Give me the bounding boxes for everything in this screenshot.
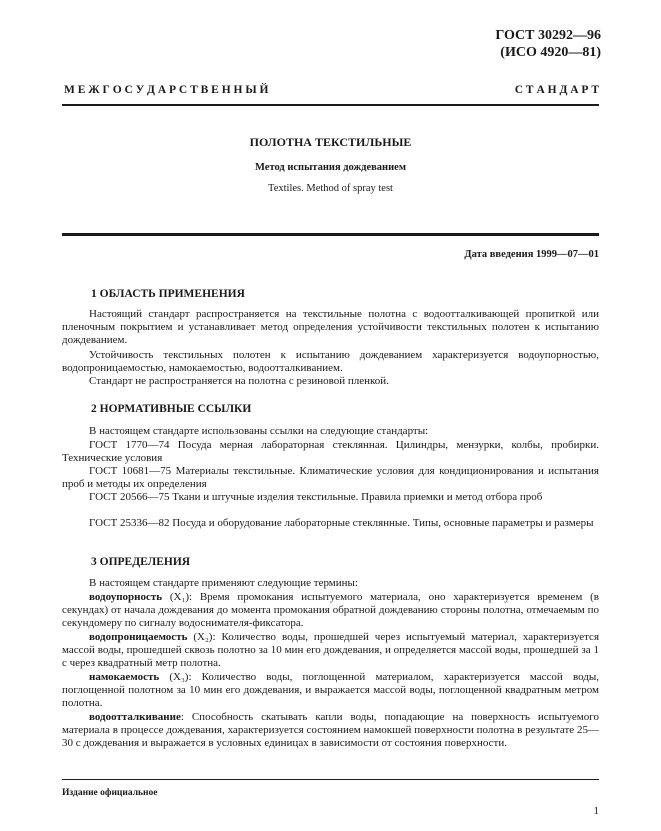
page-number: 1 (593, 805, 599, 817)
standard-code-gost: ГОСТ 30292—96 (495, 28, 601, 43)
term-name: водоотталкивание (89, 711, 181, 723)
normative-reference: ГОСТ 20566—75 Ткани и штучные изделия текстильные. Правила приемки и метод отбора проб (89, 491, 543, 503)
document-english-title: Textiles. Method of spray test (268, 183, 393, 194)
banner-word-interstate: М Е Ж Г О С У Д А Р С Т В Е Н Н Ы Й (64, 84, 269, 96)
footer-divider (62, 779, 599, 780)
official-edition-note: Издание официальное (62, 788, 158, 798)
section-2-paragraph: В настоящем стандарте использованы ссылки на следующие стандарты: (89, 425, 429, 437)
section-1-heading: 1 ОБЛАСТЬ ПРИМЕНЕНИЯ (91, 288, 245, 300)
section-1-paragraph: Настоящий стандарт распространяется на текстильные полотна с водоотталкивающей пропиткой или пленочным покрытием и устанавливает метод определения устойчивости текстильных полотен к испытанию дождеванием. (62, 308, 599, 347)
banner-word-standard: С Т А Н Д А Р Т (514, 84, 599, 96)
interstate-standard-banner (64, 84, 599, 96)
document-title: ПОЛОТНА ТЕКСТИЛЬНЫЕ (249, 135, 412, 149)
term-name: водопроницаемость (89, 631, 188, 643)
introduction-date: Дата введения 1999—07—01 (464, 249, 599, 260)
section-2-heading: 2 НОРМАТИВНЫЕ ССЫЛКИ (91, 403, 252, 415)
normative-reference: ГОСТ 25336—82 Посуда и оборудование лабораторные стеклянные. Типы, основные параметры и размеры (89, 517, 594, 529)
normative-reference: ГОСТ 10681—75 Материалы текстильные. Климатические условия для кондиционирования и испытания проб и методы их определения (62, 465, 599, 491)
term-definition: водопроницаемость (X₂): Количество воды, прошедшей через испытуемый материал, характеризуется массой воды, прошедшей сквозь полотно за 10 мин его дождевания, и определяется массой воды, прошедшей за 1 с через квадратный метр полотна. (62, 631, 599, 670)
section-1-paragraph: Стандарт не распространяется на полотна с резиновой пленкой. (89, 375, 389, 387)
term-name: водоупорность (89, 591, 163, 603)
normative-reference: ГОСТ 1770—74 Посуда мерная лабораторная стеклянная. Цилиндры, мензурки, колбы, пробирки. Технические условия (62, 439, 599, 465)
document-subtitle: Метод испытания дождеванием (255, 162, 406, 173)
title-divider (62, 233, 599, 236)
section-3-paragraph: В настоящем стандарте применяют следующие термины: (89, 577, 358, 589)
term-definition: водоотталкивание: Способность скатывать капли воды, попадающие на поверхность испытуемого материала в процессе дождевания, характеризуется состоянием намокшей поверхности полотна в результате 25—30 с дождевания и выражается в условных единицах в зависимости от состояния поверхности. (62, 711, 599, 750)
term-definition: водоупорность (X₁): Время промокания испытуемого материала, оно характеризуется временем (в секундах) от начала дождевания до момента промокания обратной дождеванию стороны полотна, отмечаемым по секундомеру по сигналу водоснимателя-фиксатора. (62, 591, 600, 630)
header-divider (62, 104, 599, 106)
term-name: намокаемость (89, 671, 160, 683)
standard-code (495, 27, 601, 61)
section-3-heading: 3 ОПРЕДЕЛЕНИЯ (91, 556, 191, 568)
section-1-paragraph: Устойчивость текстильных полотен к испытанию дождеванием характеризуется водоупорностью, водопроницаемостью, намокаемостью, водоотталкиванием. (62, 349, 599, 375)
term-definition: намокаемость (X₃): Количество воды, поглощенной материалом, характеризуется массой воды, поглощенной полотном за 10 мин его дождевания, и выражается массой воды, поглощенной квадратным метром полотна. (62, 671, 599, 710)
standard-code-iso: (ИСО 4920—81) (500, 45, 601, 60)
